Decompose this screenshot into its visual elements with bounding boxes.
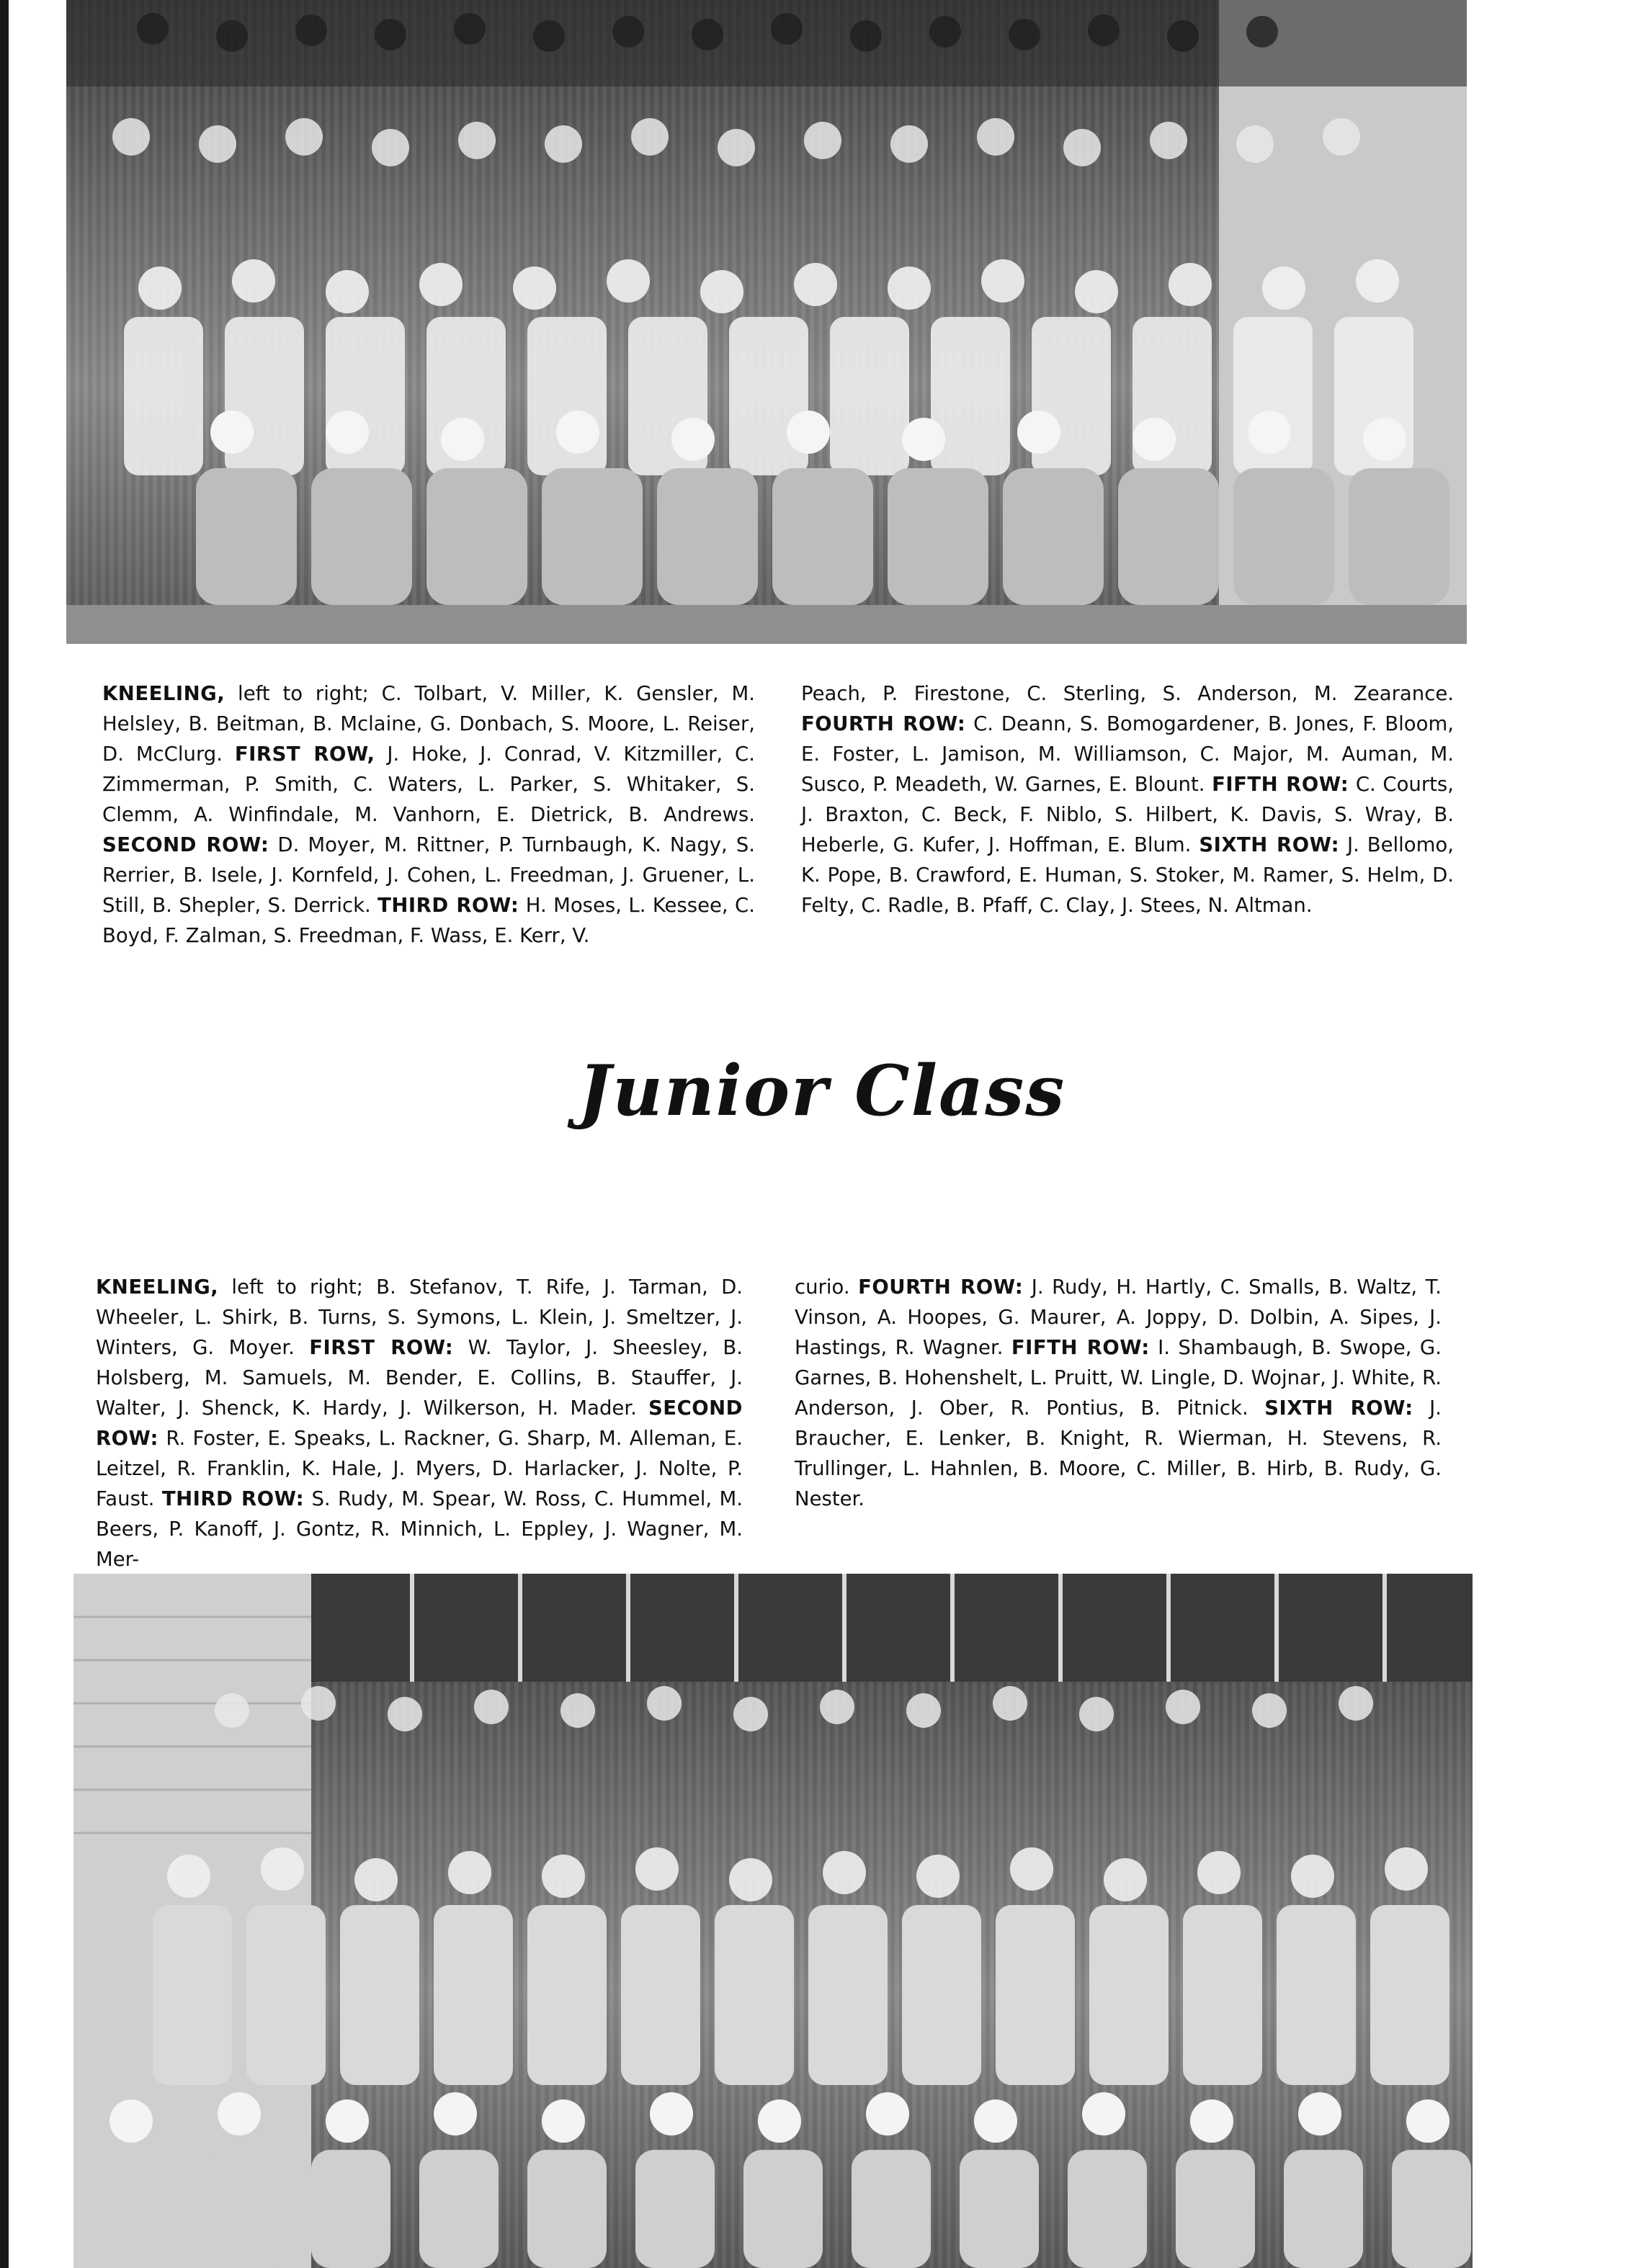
row-names: R. Foster, E. Speaks, L. Rackner, G. Sharp, M. Alleman, E. Leitzel, R. Franklin, K. Hale, J. Myers, D. Harlacker, J. Nolte, P. Faust.	[96, 1427, 743, 1510]
row-names: left to right; B. Stefanov, T. Rife, J. Tarman, D. Wheeler, L. Shirk, B. Turns, S. Symons, L. Klein, J. Smeltzer, J. Winters, G. Moyer.	[96, 1276, 743, 1359]
caption-bottom-right	[795, 1272, 1442, 1514]
row-names: curio.	[795, 1276, 859, 1299]
row-names: Peach, P. Firestone, C. Sterling, S. Anderson, M. Zearance.	[801, 682, 1454, 705]
row-names: I. Shambaugh, B. Swope, G. Garnes, B. Hohenshelt, L. Pruitt, W. Lingle, D. Wojnar, J. White, R. Anderson, J. Ober, R. Pontius, B. Pitnick.	[795, 1336, 1442, 1420]
row-label: KNEELING,	[102, 682, 225, 705]
row-label: FIRST ROW:	[309, 1336, 454, 1359]
row-names: left to right; C. Tolbart, V. Miller, K. Gensler, M. Helsley, B. Beitman, B. Mclaine, G. Donbach, S. Moore, L. Reiser, D. McClurg.	[102, 682, 755, 766]
group-photo-junior-boys	[73, 1574, 1473, 2268]
row-label: SECOND ROW:	[96, 1397, 743, 1450]
row-names: J. Bellomo, K. Pope, B. Crawford, E. Human, S. Stoker, M. Ramer, S. Helm, D. Felty, C. Radle, B. Pfaff, C. Clay, J. Stees, N. Altman.	[801, 833, 1454, 917]
row-label: FIRST ROW,	[234, 743, 375, 766]
row-names: S. Rudy, M. Spear, W. Ross, C. Hummel, M. Beers, P. Kanoff, J. Gontz, R. Minnich, L. Eppley, J. Wagner, M. Mer-	[96, 1487, 743, 1571]
row-names: W. Taylor, J. Sheesley, B. Holsberg, M. Samuels, M. Bender, E. Collins, B. Stauffer, J. Walter, J. Shenck, K. Hardy, J. Wilkerson, H. Mader.	[96, 1336, 743, 1420]
row-label: FOURTH ROW:	[801, 712, 966, 735]
caption-bottom-left	[96, 1272, 743, 1574]
group-photo-boys-illustration	[73, 1574, 1473, 2268]
row-label: SIXTH ROW:	[1264, 1397, 1413, 1420]
row-names: C. Courts, J. Braxton, C. Beck, F. Niblo, S. Hilbert, K. Davis, S. Wray, B. Heberle, G. Kufer, J. Hoffman, E. Blum.	[801, 773, 1454, 856]
row-names: D. Moyer, M. Rittner, P. Turnbaugh, K. Nagy, S. Rerrier, B. Isele, J. Kornfeld, J. Cohen, L. Freedman, J. Gruener, L. Still, B. Shepler, S. Derrick.	[102, 833, 756, 917]
row-label: SIXTH ROW:	[1199, 833, 1340, 856]
row-names: J. Braucher, E. Lenker, B. Knight, R. Wierman, H. Stevens, R. Trullinger, L. Hahnlen, B. Moore, C. Miller, B. Hirb, B. Rudy, G. Nester.	[795, 1397, 1442, 1510]
row-names: H. Moses, L. Kessee, C. Boyd, F. Zalman, S. Freedman, F. Wass, E. Kerr, V.	[102, 894, 755, 947]
group-photo-girls-illustration	[66, 0, 1467, 644]
row-label: FIFTH ROW:	[1212, 773, 1349, 796]
row-names: J. Hoke, J. Conrad, V. Kitzmiller, C. Zimmerman, P. Smith, C. Waters, L. Parker, S. Whitaker, S. Clemm, A. Winfindale, M. Vanhorn, E. Dietrick, B. Andrews.	[102, 743, 755, 826]
row-label: SECOND ROW:	[102, 833, 269, 856]
caption-top-right	[801, 678, 1454, 920]
row-label: THIRD ROW:	[378, 894, 519, 917]
row-names: J. Rudy, H. Hartly, C. Smalls, B. Waltz, T. Vinson, A. Hoopes, G. Maurer, A. Joppy, D. Dolbin, A. Sipes, J. Hastings, R. Wagner.	[795, 1276, 1442, 1359]
row-label: KNEELING,	[96, 1276, 219, 1299]
row-label: FOURTH ROW:	[858, 1276, 1024, 1299]
section-title: Junior Class	[578, 1050, 1066, 1131]
row-label: THIRD ROW:	[161, 1487, 305, 1510]
caption-top-left	[102, 678, 755, 951]
row-label: FIFTH ROW:	[1011, 1336, 1150, 1359]
group-photo-junior-girls	[66, 0, 1467, 644]
row-names: C. Deann, S. Bomogardener, B. Jones, F. Bloom, E. Foster, L. Jamison, M. Williamson, C. Major, M. Auman, M. Susco, P. Meadeth, W. Garnes, E. Blount.	[801, 712, 1454, 796]
